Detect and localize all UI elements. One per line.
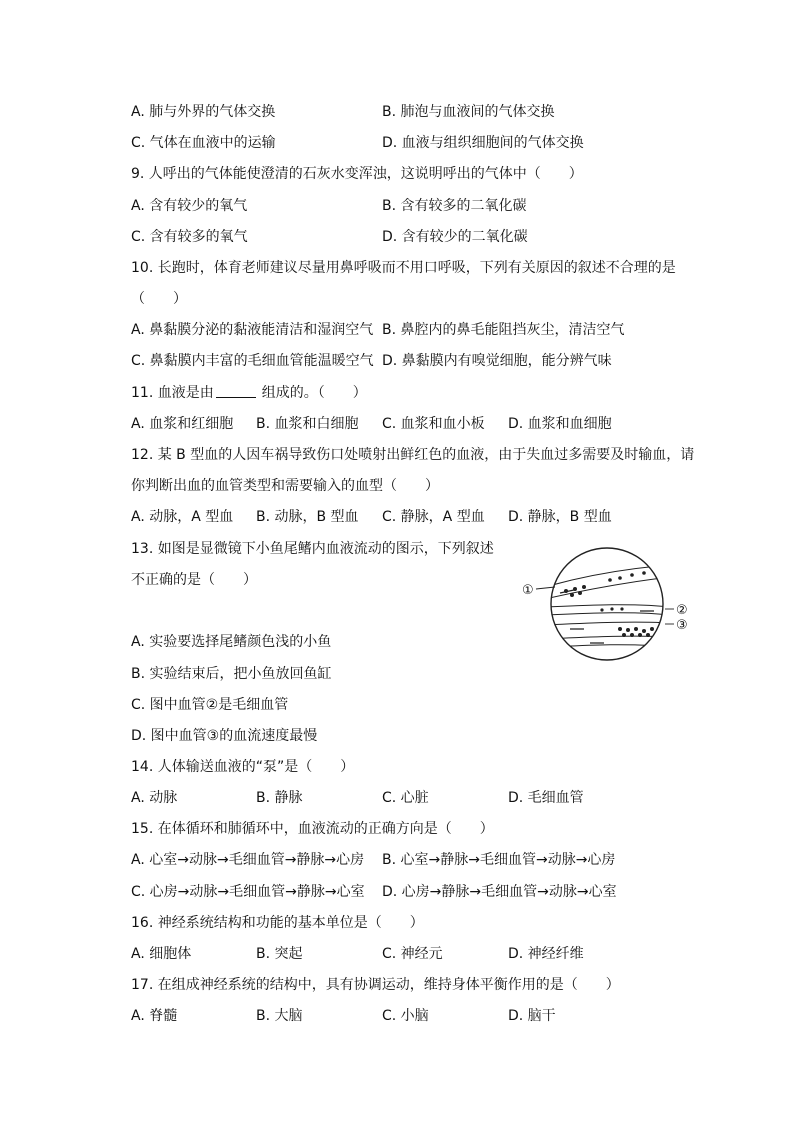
- q16-option-d: D. 神经纤维: [508, 946, 584, 962]
- q14-option-d: D. 毛细血管: [508, 790, 584, 806]
- q10-option-c: C. 鼻黏膜内丰富的毛细血管能温暖空气: [131, 353, 374, 369]
- q13-option-d: D. 图中血管③的血流速度最慢: [131, 728, 318, 744]
- q17-stem: 17. 在组成神经系统的结构中，具有协调运动，维持身体平衡作用的是（ ）: [131, 977, 620, 993]
- q17-option-b: B. 大脑: [256, 1008, 303, 1024]
- q10-option-b: B. 鼻腔内的鼻毛能阻挡灰尘，清洁空气: [382, 322, 625, 338]
- q13-stem-line2: 不正确的是（ ）: [131, 572, 257, 588]
- q11-option-d: D. 血浆和血细胞: [508, 416, 612, 432]
- q11-stem: [131, 383, 367, 403]
- q16-option-b: B. 突起: [256, 946, 303, 962]
- microscope-field-circle: [551, 548, 663, 660]
- q13-option-b: B. 实验结束后，把小鱼放回鱼缸: [131, 666, 332, 682]
- q9-option-b: B. 含有较多的二氧化碳: [382, 198, 527, 214]
- q9-option-a: A. 含有较少的氧气: [131, 198, 248, 214]
- label-1: ①: [522, 583, 534, 598]
- q11-stem-suffix: 组成的。（ ）: [261, 385, 367, 401]
- q15-option-b: B. 心室→静脉→毛细血管→动脉→心房: [382, 852, 616, 868]
- q8-option-a: A. 肺与外界的气体交换: [131, 104, 276, 120]
- q14-stem: 14. 人体输送血液的“泵”是（ ）: [131, 759, 355, 775]
- q9-option-c: C. 含有较多的氧气: [131, 229, 248, 245]
- label-3: ③: [676, 618, 688, 633]
- q15-option-a: A. 心室→动脉→毛细血管→静脉→心房: [131, 852, 365, 868]
- q12-option-b: B. 动脉，B 型血: [256, 509, 359, 525]
- q11-option-c: C. 血浆和血小板: [382, 416, 485, 432]
- q16-stem: 16. 神经系统结构和功能的基本单位是（ ）: [131, 915, 424, 931]
- q8-option-b: B. 肺泡与血液间的气体交换: [382, 104, 555, 120]
- q11-option-a: A. 血浆和红细胞: [131, 416, 234, 432]
- q9-option-d: D. 含有较少的二氧化碳: [382, 229, 528, 245]
- q12-option-c: C. 静脉，A 型血: [382, 509, 485, 525]
- q12-option-d: D. 静脉，B 型血: [508, 509, 612, 525]
- q8-option-d: D. 血液与组织细胞间的气体交换: [382, 135, 584, 151]
- q10-option-a: A. 鼻黏膜分泌的黏液能清洁和湿润空气: [131, 322, 374, 338]
- fish-tail-blood-flow-figure: [520, 547, 695, 667]
- q9-stem: 9. 人呼出的气体能使澄清的石灰水变浑浊，这说明呼出的气体中（ ）: [131, 166, 583, 182]
- q12-stem-line2: 你判断出血的血管类型和需要输入的血型（ ）: [131, 478, 439, 494]
- q14-option-a: A. 动脉: [131, 790, 178, 806]
- q13-stem-line1: 13. 如图是显微镜下小鱼尾鳍内血液流动的图示，下列叙述: [131, 541, 494, 557]
- q14-option-b: B. 静脉: [256, 790, 303, 806]
- q11-blank: [216, 383, 256, 398]
- q12-stem-line1: 12. 某 B 型血的人因车祸导致伤口处喷射出鲜红色的血液，由于失血过多需要及时输血，请: [131, 447, 695, 463]
- q17-option-d: D. 脑干: [508, 1008, 556, 1024]
- q11-option-b: B. 血浆和白细胞: [256, 416, 359, 432]
- label-2: ②: [676, 603, 688, 618]
- q13-option-c: C. 图中血管②是毛细血管: [131, 697, 289, 713]
- q10-option-d: D. 鼻黏膜内有嗅觉细胞，能分辨气味: [382, 353, 612, 369]
- q10-stem-line1: 10. 长跑时，体育老师建议尽量用鼻呼吸而不用口呼吸，下列有关原因的叙述不合理的是: [131, 260, 676, 276]
- q13-option-a: A. 实验要选择尾鳍颜色浅的小鱼: [131, 634, 332, 650]
- q14-option-c: C. 心脏: [382, 790, 429, 806]
- q11-stem-prefix: 11. 血液是由: [131, 385, 214, 401]
- q15-stem: 15. 在体循环和肺循环中，血液流动的正确方向是（ ）: [131, 821, 494, 837]
- q17-option-a: A. 脊髓: [131, 1008, 178, 1024]
- q10-stem-line2: （ ）: [131, 291, 187, 307]
- q15-option-d: D. 心房→静脉→毛细血管→动脉→心室: [382, 884, 617, 900]
- q15-option-c: C. 心房→动脉→毛细血管→静脉→心室: [131, 884, 365, 900]
- q16-option-c: C. 神经元: [382, 946, 443, 962]
- q16-option-a: A. 细胞体: [131, 946, 192, 962]
- q8-option-c: C. 气体在血液中的运输: [131, 135, 276, 151]
- q17-option-c: C. 小脑: [382, 1008, 429, 1024]
- q12-option-a: A. 动脉，A 型血: [131, 509, 234, 525]
